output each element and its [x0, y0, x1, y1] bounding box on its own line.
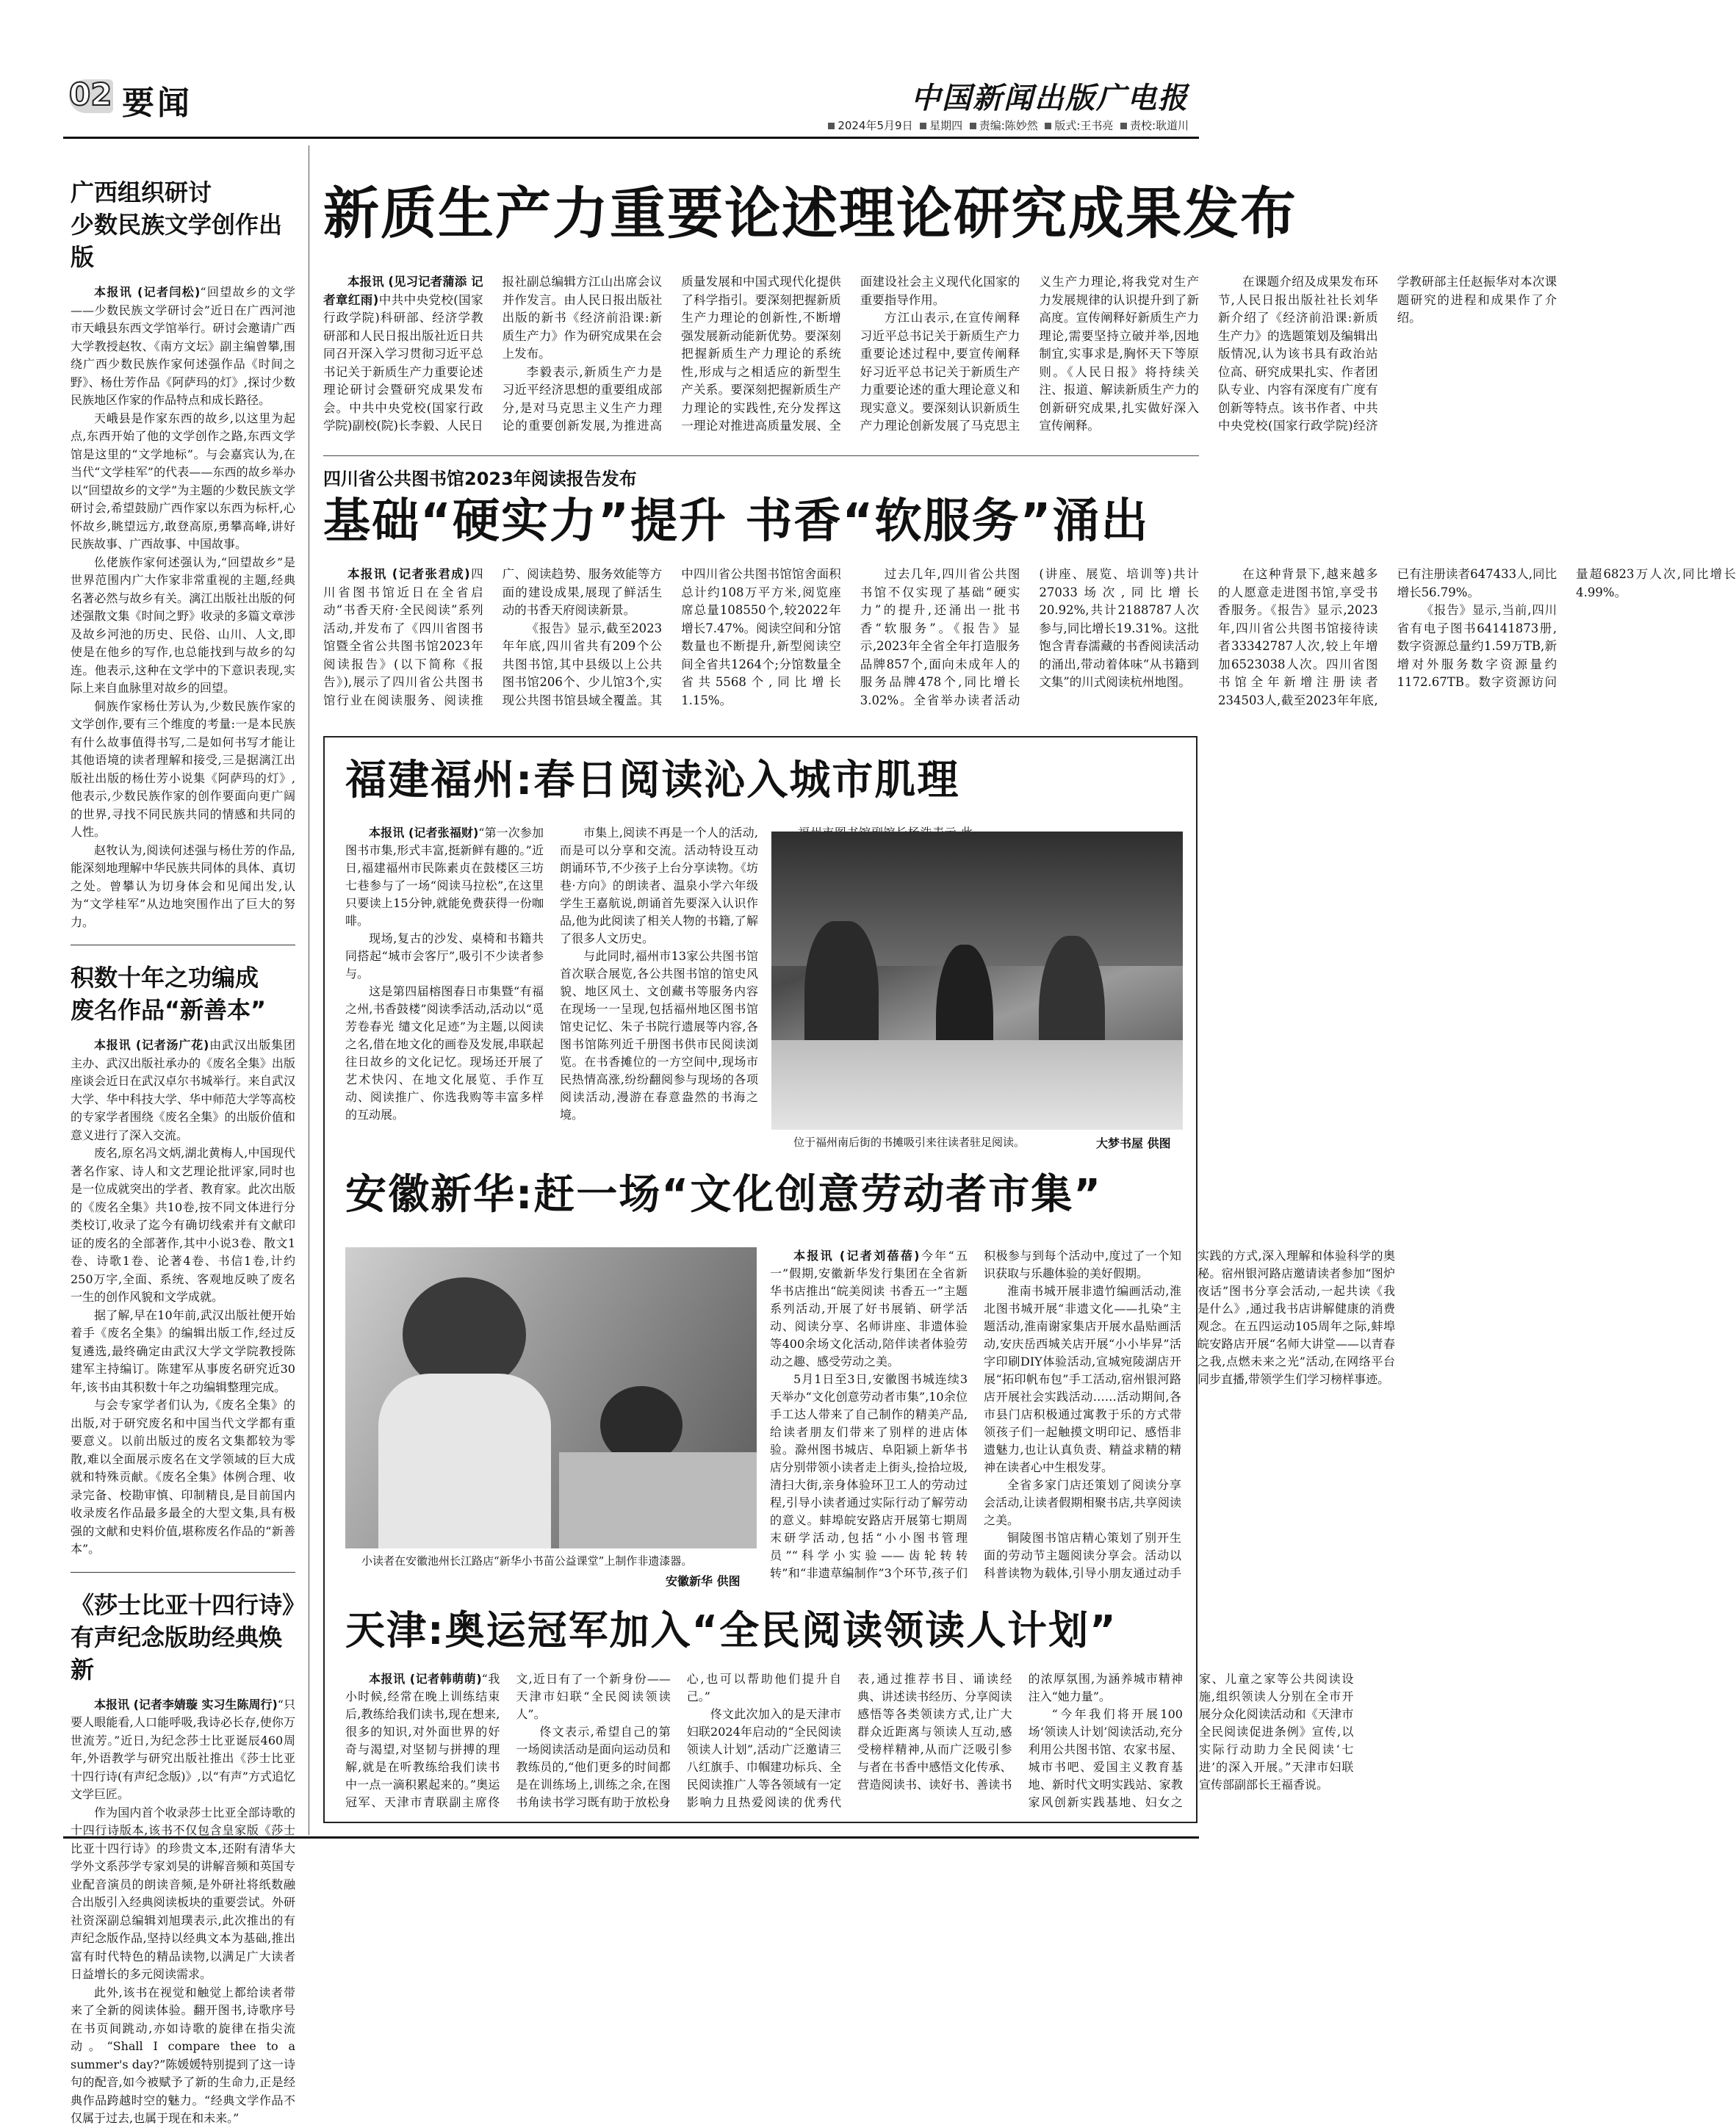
lead-headline: 新质生产力重要论述理论研究成果发布 — [323, 181, 1297, 246]
paragraph: 废名,原名冯文炳,湖北黄梅人,中国现代著名作家、诗人和文艺理论批评家,同时也是一位成就突出的学者、教育家。此次出版的《废名全集》共10卷,按不同文体进行分类校订,收录了迄今有确切线索并有文献印证的废名的全部著作,其中小说3卷、散文1卷、诗歌1卷、论著4卷、书信1卷,计约250万字,全面、系统、客观地反映了废名一生的创作风貌和文学成就。 — [71, 1146, 295, 1304]
fuzhou-book-stall-photo — [771, 832, 1183, 1130]
paragraph: 方江山表示,在宣传阐释习近平总书记关于新质生产力重要论述过程中,要宣传阐释好习近平总书记关于新质生产力重要论述的重大理论意义和现实意义。要深刻认识新质生产力理论创新发展了马克思主义生产力理论,将我党对生产力发展规律的认识提升到了新高度。宣传阐释好新质生产力理论,需要坚持立破并举,因地制宜,实事求是,胸怀天下等原则。《人民日报》将持续关注、报道、解读新质生产力的创新研究成果,扎实做好深入宣传阐释。 — [860, 275, 1199, 433]
byline: 本报讯 (记者刘蓓蓓) — [793, 1249, 920, 1263]
byline: 本报讯 (记者韩萌萌) — [369, 1672, 482, 1686]
byline: 本报讯 (记者汤广花) — [94, 1038, 209, 1052]
sichuan-headline: 基础“硬实力”提升 书香“软服务”涌出 — [323, 494, 1150, 549]
header-rule — [63, 137, 1199, 139]
article-title-line1: 《莎士比亚十四行诗》 — [71, 1590, 306, 1619]
paragraph: 侗族作家杨仕芳认为,少数民族作家的文学创作,要有三个维度的考量:一是本民族有什么故事值得书写,二是如何书写才能让其他语境的读者理解和接受,三是据漓江出版社出版的杨仕芳小说集《阿萨玛的灯》,他表示,少数民族作家的创作要面向更广阔的世界,寻找不同民族共同的情感和共同的人性。 — [71, 699, 295, 839]
anhui-headline: 安徽新华:赶一场“文化创意劳动者市集” — [345, 1171, 1103, 1219]
paragraph: 据了解,早在10年前,武汉出版社便开始着手《废名全集》的编辑出版工作,经过反复遴选,最终确定由武汉大学文学院教授陈建军主持编订。陈建军从事废名研究近30年,该书由其积数十年之功编辑整理完成。 — [71, 1308, 295, 1394]
paragraph: “我小时候,经常在晚上训练结束后,教练给我们读书,现在想来,很多的知识,对外面世界的好奇与渴望,对坚韧与拼搏的理解,就是在听教练给我们读书中一点一滴积累起来的。”奥运冠军、天津市青联副主席佟文,近日有了一个新身份——天津市妇联“全民阅读领读人”。 — [345, 1672, 671, 1809]
paragraph: 与此同时,福州市13家公共图书馆首次联合展览,各公共图书馆的馆史风貌、地区风土、文创藏书等服务内容在现场一一呈现,包括福州地区图书馆馆史记忆、朱子书院行遗展等内容,各图书馆陈列近千册图书供市民阅读浏览。在书香摊位的一方空间中,现场市民热情高涨,纷纷翻阅参与现场的各项阅读活动,漫游在春意盎然的书海之境。 — [560, 949, 758, 1122]
sidebar-article-shakespeare — [71, 1589, 306, 2128]
paragraph: 作为国内首个收录莎士比亚全部诗歌的十四行诗版本,该书不仅包含皇家版《莎士比亚十四行诗》的珍贵文本,还附有清华大学外文系莎学专家刘昊的讲解音频和英国专业配音演员的朗读音频,是外研社将纸数融合出版引入经典阅读板块的重要尝试。外研社资深副总编辑刘旭璞表示,此次推出的有声纪念版作品,坚持以经典文本为基础,推出富有时代特色的精品读物,以满足广大读者日益增长的多元阅读需求。 — [71, 1805, 295, 1981]
issue-weekday: 星期四 — [929, 119, 963, 132]
paragraph: 全省多家门店还策划了阅读分享会活动,让读者假期相聚书店,共享阅读之美。 — [984, 1478, 1181, 1527]
tianjin-article-body — [345, 1670, 1354, 1814]
anhui-photo-credit: 安徽新华 供图 — [666, 1574, 741, 1588]
tianjin-headline: 天津:奥运冠军加入“全民阅读领读人计划” — [345, 1607, 1117, 1653]
paragraph: 在课题介绍及成果发布环节,人民日报出版社社长刘华新介绍了《经济前沿课:新质生产力》的选题策划及编辑出版情况,认为该书具有政治站位高、研究成果扎实、作者团队专业、内容有深度有广度有创新等特点。该书作者、中共中央党校(国家行政学院)经济学教研部主任赵振华对本次课题研究的进程和成果作了介绍。 — [1217, 275, 1557, 433]
divider — [71, 1572, 295, 1573]
paragraph: 今年“五一”假期,安徽新华发行集团在全省新华书店推出“皖美阅读 书香五一”主题系列活动,开展了好书展销、研学活动、阅读分享、名师讲座、非遗体验等400余场文化活动,陪伴读者体验劳动之趣、感受劳动之美。 — [770, 1249, 968, 1368]
paragraph: 市集上,阅读不再是一个人的活动,而是可以分享和交流。活动特设互动朗诵环节,不少孩子上台分享读物。《坊巷·方向》的朗读者、温泉小学六年级学生王嘉航说,朗诵首先要深入认识作品,他为此阅读了相关人物的书籍,了解了很多人文历史。 — [560, 826, 758, 945]
fuzhou-photo-credit: 大梦书屋 供图 — [1096, 1136, 1171, 1150]
page-number: 02 — [69, 76, 112, 112]
article-title-line1: 积数十年之功编成 — [71, 964, 259, 992]
editor: 责编:陈妙然 — [979, 119, 1038, 132]
anhui-photo-caption: 小读者在安徽池州长江路店“新华小书苗公益课堂”上制作非遗漆器。 — [361, 1554, 693, 1568]
header-info — [828, 118, 1189, 133]
anhui-children-craft-photo — [345, 1247, 757, 1548]
fuzhou-headline: 福建福州:春日阅读沁入城市肌理 — [345, 757, 960, 804]
article-body — [71, 1036, 295, 1559]
paragraph: 铜陵图书馆店精心策划了别开生面的劳动节主题阅读分享会。活动以科普读物为载体,引导小朋友通过动手实践的方式,深入理解和体验科学的奥秘。宿州银河路店邀请读者参加“图炉夜话”图书分享会活动,一起共读《我是什么》,通过我书店讲解健康的消费观念。在五四运动105周年之际,蚌埠皖安路店开展“名师大讲堂——以青春之我,点燃未来之光”活动,在网络平台同步直播,带领学生们学习榜样事迹。 — [984, 1249, 1395, 1580]
article-title-line2: 废名作品“新善本” — [71, 996, 267, 1024]
sichuan-article-body — [323, 566, 1736, 727]
paragraph: 中共中央党校(国家行政学院)科研部、经济学教研部和人民日报出版社近日共同召开深入学习贯彻习近平总书记关于新质生产力重要论述理论研讨会暨研究成果发布会。中共中央党校(国家行政学院)副校(院)长李毅、人民日报社副总编辑方江山出席会议并作发言。由人民日报出版社出版的新书《经济前沿课:新质生产力》作为研究成果在会上发布。 — [323, 275, 663, 433]
section-title: 要闻 — [122, 84, 192, 122]
sidebar — [71, 176, 306, 2125]
paragraph: “回望故乡的文学——少数民族文学研讨会”近日在广西河池市天峨县东西文学馆举行。研讨会邀请广西大学教授赵牧、《南方文坛》副主编曾攀,围绕广西少数民族作家何述强作品《时间之野》、杨仕芳作品《阿萨玛的灯》,探讨少数民族地区作家的作品特点和成长路径。 — [71, 285, 295, 407]
paragraph: 现场,复古的沙发、桌椅和书籍共同搭起“城市会客厅”,吸引不少读者参与。 — [345, 931, 544, 981]
byline: 本报讯 (记者张福财) — [369, 826, 479, 840]
proofreader: 责校:耿道川 — [1129, 119, 1189, 132]
paragraph: 天峨县是作家东西的故乡,以这里为起点,东西开始了他的文学创作之路,东西文学馆是这里的“文学地标”。与会嘉宾认为,在当代“文学桂军”的代表——东西的故乡举办以“回望故乡的文学”为主题的少数民族文学研讨会,希望鼓励广西作家以东西为标杆,心怀故乡,眺望远方,敢登高原,勇攀高峰,讲好民族故事、广西故事、中国故事。 — [71, 411, 295, 551]
sidebar-article-guangxi — [71, 176, 295, 931]
anhui-article-body — [770, 1247, 1395, 1590]
paragraph: 此外,该书在视觉和触觉上都给读者带来了全新的阅读体验。翻开图书,诗歌序号在书页间跳动,亦如诗歌的旋律在指尖流动。“Shall I compare thee to a summer's day?”陈媛媛特别提到了这一诗句的配音,如今被赋予了新的生命力,正是经典作品跨越时空的魅力。“经典文学作品不仅属于过去,也属于现在和未来。” — [71, 1985, 295, 2125]
paragraph: 四川省图书馆近日在全省启动“书香天府·全民阅读”系列活动,并发布了《四川省图书馆暨全省公共图书馆2023年阅读报告》(以下简称《报告》),展示了四川省公共图书馆行业在阅读服务、阅读推广、阅读趋势、服务效能等方面的建设成果,展现了鲜活生动的书香天府阅读新景。 — [323, 567, 663, 707]
article-body — [71, 284, 295, 931]
paragraph: “只要人眼能看,人口能呼吸,我诗必长存,使你万世流芳。”近日,为纪念莎士比亚诞辰460周年,外语教学与研究出版社推出《莎士比亚十四行诗(有声纪念版)》,以“有声”方式追忆文学巨匠。 — [71, 1697, 295, 1801]
fuzhou-photo-caption: 位于福州南后街的书摊吸引来往读者驻足阅读。 — [793, 1136, 1026, 1149]
paragraph: 《报告》显示,当前,四川省有电子图书641418​73册,数字资源总量约1.59万TB,新增对外服务数字资源量约1172.67TB。数字资源访问量超6823万人次,同比增长4.99%。 — [1397, 567, 1736, 689]
paragraph: 淮南书城开展非遗竹编画活动,淮北图书城开展“非遗文化——扎染”主题活动,淮南谢家集店开展水晶贴画活动,安庆岳西城关店开展“小小毕昇”活字印刷DIY体验活动,宣城宛陵湖店开展“拓印帆布包”手工活动,宿州银河路店开展社会实践活动……活动期间,各市县门店积极通过寓教于乐的方式带领孩子们一起触摸文明印记、感悟非遗魅力,也让认真负责、精益求精的精神在读者心中生根发芽。 — [984, 1284, 1181, 1474]
article-body — [71, 1696, 295, 2128]
layout-designer: 版式:王书亮 — [1054, 119, 1114, 132]
byline: 本报讯 (记者闫松) — [94, 285, 201, 299]
byline: 本报讯 (见习记者蒲添 记者章红雨) — [323, 275, 483, 307]
masthead: 中国新闻出版广电报 — [911, 81, 1189, 115]
lead-article-body — [323, 273, 1557, 447]
paragraph: 佟文表示,希望自己的第一场阅读活动是面向运动员和教练员的,“他们更多的时间都是在训练场上,训练之余,在图书角读书学习既有助于放松身心,也可以帮助他们提升自己。” — [516, 1672, 842, 1809]
paragraph: 李毅表示,新质生产力是习近平经济思想的重要组成部分,是对马克思主义生产力理论的重要创新发展,为推进高质量发展和中国式现代化提供了科学指引。要深刻把握新质生产力理论的创新性,不断增强发展新动能新优势。要深刻把握新质生产力理论的系统性,形成与之相适应的新型生产关系。要深刻把握新质生产力理论的实践性,充分发挥这一理论对推进高质量发展、全面建设社会主义现代化国家的重要指导作用。 — [502, 275, 1020, 433]
paragraph: 仫佬族作家何述强认为,“回望故乡”是世界范围内广大作家非常重视的主题,经典名著必然与故乡有关。漓江出版社出版的何述强散文集《时间之野》收录的多篇文章涉及故乡河池的历史、民俗、山川、人文,即使是在他乡的写作,也总能找到与故乡的勾连。他表示,这种在文学中的下意识表现,实际上来自血脉里对故乡的回望。 — [71, 555, 295, 695]
article-title-line2: 少数民族文学创作出版 — [71, 211, 283, 271]
paragraph: 《报告》显示,截至2023年年底,四川省共有209个公共图书馆,其中县级以上公共图书馆206个、少儿馆3个,实现公共图书馆县域全覆盖。其中四川省公共图书馆馆舍面积总计约108万平方米,阅览座席总量108550个,较2022年增长7.47%。阅读空间和分馆数量也不断提升,新型阅读空间全省共1264个;分馆数量全省共5568个,同比增长1.15%。 — [502, 567, 841, 707]
paragraph: 5月1日至3日,安徽图书城连续3天举办“文化创意劳动者市集”,10余位手工达人带来了自己制作的精美产品,给读者朋友们带来了别样的进店体验。滁州图书城店、阜阳颍上新华书店分别带领小读者走上街头,捡拾垃圾,清扫大街,亲身体验环卫工人的劳动过程,引导小读者通过实际行动了解劳动的意义。蚌埠皖安路店开展第七期周末研学活动,包括“小小图书管理员”“科学小实验——齿轮转转转”和“非遗草编制作”3个环节,孩子们积极参与到每个活动中,度过了一个知识获取与乐趣体验的美好假期。 — [770, 1249, 1181, 1580]
kicker: 四川省公共图书馆2023年阅读报告发布 — [323, 469, 637, 489]
paragraph: “第一次参加图书市集,形式丰富,挺新鲜有趣的。”近日,福建福州市民陈素贞在鼓楼区三坊七巷参与了一场“阅读马拉松”,在这里只要读上15分钟,就能免费获得一份咖啡。 — [345, 826, 544, 928]
article-title-line1: 广西组织研讨 — [71, 178, 212, 206]
article-title-line2: 有声纪念版助经典焕新 — [71, 1623, 283, 1684]
paragraph: 在这种背景下,越来越多的人愿意走进图书馆,享受书香服务。《报告》显示,2023年,四川省公共图书馆接待读者33342787人次,较上年增加6523038人次。四川省图书馆全年新增注册读者234503人,截至2023年年底,已有注册读者647433人,同比增长56.79%。 — [1217, 567, 1557, 707]
sidebar-article-feiming — [71, 962, 295, 1559]
byline: 本报讯 (记者张君成) — [347, 567, 470, 581]
paragraph: 赵牧认为,阅读何述强与杨仕芳的作品,能深刻地理解中华民族共同体的具体、真切之处。曾攀认为切身体会和见闻出发,认为“文学桂军”从边地突围作出了巨大的努力。 — [71, 843, 295, 929]
paragraph: 与会专家学者们认为,《废名全集》的出版,对于研究废名和中国当代文学都有重要意义。以前出版过的废名文集都较为零散,难以全面展示废名在文学领域的巨大成就和特殊贡献。《废名全集》体例合理、收录完备、校勘审慎、印制精良,是目前国内收录废名作品最多最全的大型文集,具有极强的文献和史料价值,堪称废名作品的“新善本”。 — [71, 1398, 295, 1556]
issue-date: 2024年5月9日 — [838, 119, 913, 132]
fuzhou-article-body — [345, 824, 758, 1150]
paragraph: 佟文此次加入的是天津市妇联2024年启动的“全民阅读领读人计划”,活动广泛邀请三八红旗手、巾帼建功标兵、全民阅读推广人等各领域有一定影响力且热爱阅读的优秀代表,通过推荐书目、诵读经典、讲述读书经历、分享阅读感悟等各类领读方式,让广大群众近距离与领读人互动,感受榜样精神,从而广泛吸引参与者在书香中感悟文化传承、营造阅读书、读好书、善读书的浓厚氛围,为涵养城市精神注入“她力量”。 — [686, 1672, 1183, 1809]
paragraph: “今年我们将开展100场‘领读人计划’阅读活动,充分利用公共图书馆、农家书屋、城市书吧、爱国主义教育基地、新时代文明实践站、家教家风创新实践基地、妇女之家、儿童之家等公共阅读设施,组织领读人分别在全市开展分众化阅读活动和《天津市全民阅读促进条例》宣传,以实际行动助力全民阅读‘七进’的深入开展。”天津市妇联宣传部副部长王福香说。 — [1028, 1672, 1354, 1809]
divider — [323, 455, 1199, 456]
paragraph: 这是第四届榕图春日市集暨“有福之州,书香鼓楼”阅读季活动,活动以“觅芳卷春光 缱文化足迹”为主题,以阅读之名,借在地文化的画卷及发展,串联起往日故乡的文化记忆。现场还开展了艺术快闪、在地文化展览、手作互动、阅读推广、你选我购等丰富多样的互动展。 — [345, 984, 544, 1122]
paragraph: 由武汉出版集团主办、武汉出版社承办的《废名全集》出版座谈会近日在武汉卓尔书城举行。来自武汉大学、华中科技大学、华中师范大学等高校的专家学者围绕《废名全集》的出版价值和意义进行了深入交流。 — [71, 1038, 295, 1142]
byline: 本报讯 (记者李婧璇 实习生陈周行) — [94, 1697, 278, 1712]
paragraph: 过去几年,四川省公共图书馆不仅实现了基础“硬实力”的提升,还涌出一批书香“软服务”。《报告》显示,2023年全省全年打造服务品牌857个,面向未成年人的服务品牌478个,同比增长3.02%。全省举办读者活动(讲座、展览、培训等)共计27033场次,同比增长20.92%,共计2188787人次参与,同比增长19.31%。这批饱含青春濡藏的书香阅读活动的涌出,带动着体味“从书籍到文集”的川式阅读杭州地图。 — [860, 567, 1199, 707]
